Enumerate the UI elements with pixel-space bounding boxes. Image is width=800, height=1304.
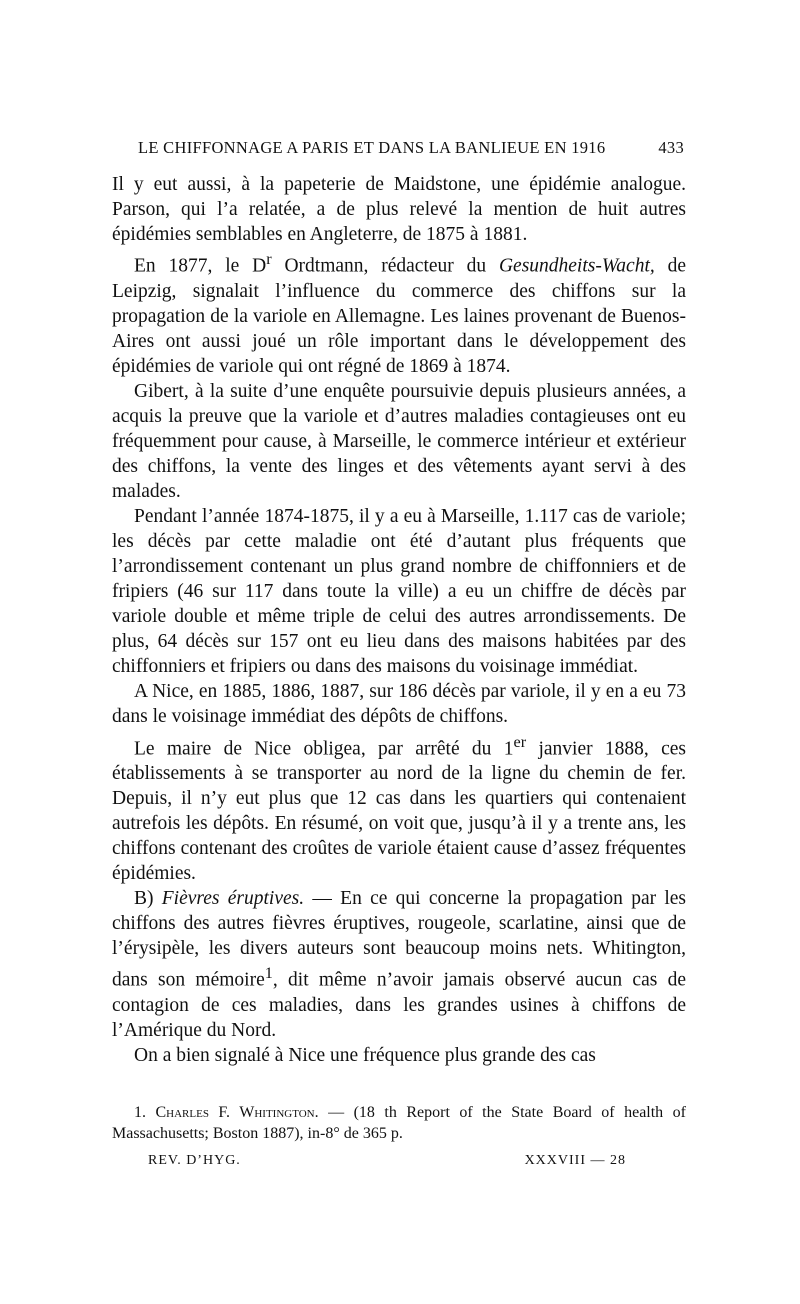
footnote-number: 1. <box>134 1104 146 1121</box>
body-text <box>112 172 686 1068</box>
paragraph-text: Le maire de Nice obligea, par arrêté du 1 <box>134 738 514 760</box>
paragraph-maire <box>112 730 686 887</box>
paragraph-text: En 1877, le D <box>134 255 267 277</box>
paragraph-fievres <box>112 886 686 1043</box>
page-footer <box>148 1150 626 1172</box>
footnote-author: Charles F. Whitington. <box>155 1104 319 1121</box>
paragraph-gibert: Gibert, à la suite d’une enquête poursuivie depuis plusieurs années, a acquis la preuve que la variole et d’autres maladies contagieuses ont eu fréquemment pour cause, à Marseille, le commerce intérieur et extérieur des chiffons, la vente des linges et des vêtements ayant servi à des malades. <box>112 380 686 503</box>
footnote <box>112 1102 686 1144</box>
paragraph-text: de Leipzig, signalait l’influence du commerce des chiffons sur la propagation de la variole en Allemagne. Les laines provenant de Buenos-Aires ont aussi joué un rôle important dans le développement des épidémies de variole qui ont régné de 1869 à 1874. <box>112 255 687 377</box>
superscript: er <box>513 732 527 751</box>
paragraph-ordtmann <box>112 247 686 379</box>
footnote-text: — (18 th Report of the State Board of health of Massachusetts; Boston 1887), in-8° de 365 p. <box>112 1104 686 1142</box>
running-header <box>138 134 684 162</box>
section-label: B) <box>134 888 154 910</box>
superscript: r <box>266 250 272 269</box>
paragraph-marseille: Pendant l’année 1874-1875, il y a eu à Marseille, 1.117 cas de variole; les décès par cette maladie ont été d’autant plus fréquents que l’arrondissement contenant un plus grand nombre de chiffonniers et de fripiers (46 sur 117 dans toute la ville) a eu un chiffre de décès par variole double et même triple de celui des autres arrondissements. De plus, 64 décès sur 157 ont eu lieu dans des maisons habitées par des chiffonniers et fripiers ou dans des maisons du voisinage immédiat. <box>112 506 686 678</box>
paragraph-text: Ordtmann, rédacteur du <box>284 255 487 277</box>
page-number: 433 <box>658 138 684 157</box>
section-heading: Fièvres éruptives. <box>161 888 305 910</box>
volume-signature: XXXVIII — 28 <box>524 1153 626 1168</box>
paragraph-text: , dit même n’avoir jamais observé aucun cas de contagion de ces maladies, dans les grandes usines à chiffons de l’Amérique du Nord. <box>112 969 687 1042</box>
running-title: LE CHIFFONNAGE A PARIS ET DANS LA BANLIEUE EN 1916 <box>138 138 606 157</box>
paragraph-maidstone: Il y eut aussi, à la papeterie de Maidstone, une épidémie analogue. Parson, qui l’a relatée, a de plus relevé la mention de huit autres épidémies semblables en Angleterre, de 1875 à 1881. <box>112 174 686 246</box>
journal-signature: REV. D’HYG. <box>148 1153 241 1168</box>
footnote-ref: 1 <box>264 964 273 983</box>
paragraph-text: janvier 1888, ces établissements à se transporter au nord de la ligne du chemin de fer. Depuis, il n’y eut plus que 12 cas dans les quartiers qui contenaient autrefois les dépôts. En résumé, on voit que, jusqu’à il y a trente ans, les chiffons contenant des croûtes de variole étaient cause d’assez fréquentes épidémies. <box>112 738 686 885</box>
paragraph-last: On a bien signalé à Nice une fréquence plus grande des cas <box>134 1045 596 1067</box>
paragraph-nice: A Nice, en 1885, 1886, 1887, sur 186 décès par variole, il y en a eu 73 dans le voisinage immédiat des dépôts de chiffons. <box>112 681 686 728</box>
journal-title: Gesundheits-Wacht, <box>498 255 655 277</box>
paragraph-text: — En ce qui concerne la propagation par les chiffons des autres fièvres éruptives, rougeole, scarlatine, ainsi que de l’érysipèle, les divers auteurs sont beaucoup moins nets. Whitington, dans son mémoire <box>112 888 687 991</box>
